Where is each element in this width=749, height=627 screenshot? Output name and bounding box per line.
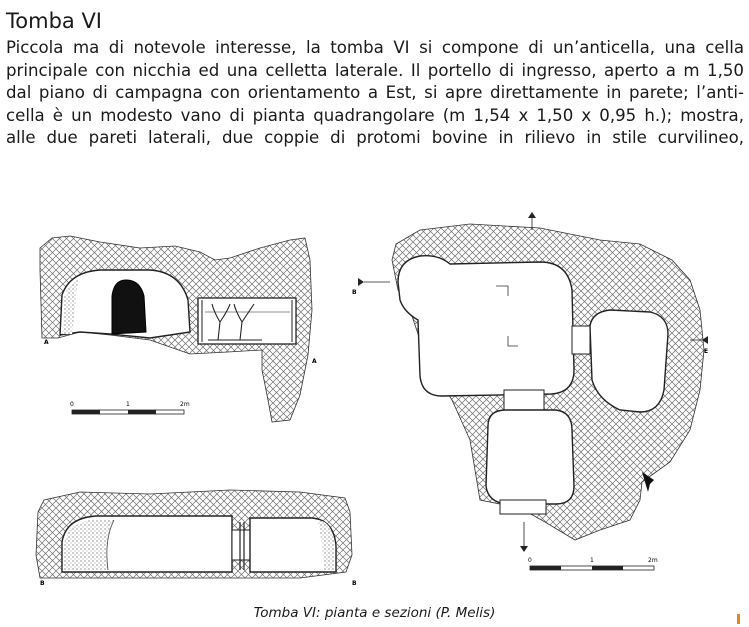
scale-tick-label: 0 — [528, 557, 532, 564]
page-edge-marker — [737, 614, 740, 624]
tomb-plan-and-sections-figure — [0, 200, 749, 605]
paragraph-line: alle due pareti laterali, due coppie di protomi bovine in rilievo in stile curvilineo, — [6, 128, 744, 148]
paragraph-line: principale con nicchia ed una celletta laterale. Il portello di ingresso, aperto a m 1,50 — [6, 60, 744, 80]
paragraph-line: dal piano di campagna con orientamento a Est, si apre direttamente in parete; l’anti- — [6, 83, 744, 103]
page-title: Tomba VI — [6, 9, 102, 33]
section-label: A — [312, 358, 317, 365]
section-a-drawing — [40, 236, 317, 422]
paragraph-line: cella è un modesto vano di pianta quadrangolare (m 1,54 x 1,50 x 0,95 h.); mostra, — [6, 105, 744, 125]
section-b-drawing — [36, 490, 357, 587]
scale-bar-left — [70, 401, 190, 414]
section-label: A — [44, 339, 49, 346]
scale-bar-right — [528, 557, 658, 570]
scale-tick-label: 2m — [648, 557, 658, 564]
scale-tick-label: 2m — [180, 401, 190, 408]
section-label: B — [40, 580, 45, 587]
paragraph-line: Piccola ma di notevole interesse, la tomba VI si compone di un’anticella, una cella — [6, 38, 744, 57]
plan-label: B — [352, 289, 357, 296]
scale-tick-label: 1 — [126, 401, 130, 408]
body-paragraph — [6, 37, 744, 150]
figure-caption: Tomba VI: pianta e sezioni (P. Melis) — [253, 605, 496, 621]
scale-tick-label: 0 — [70, 401, 74, 408]
section-label: B — [352, 580, 357, 587]
plan-drawing — [352, 212, 708, 552]
plan-label: E — [704, 348, 709, 355]
scale-tick-label: 1 — [590, 557, 594, 564]
